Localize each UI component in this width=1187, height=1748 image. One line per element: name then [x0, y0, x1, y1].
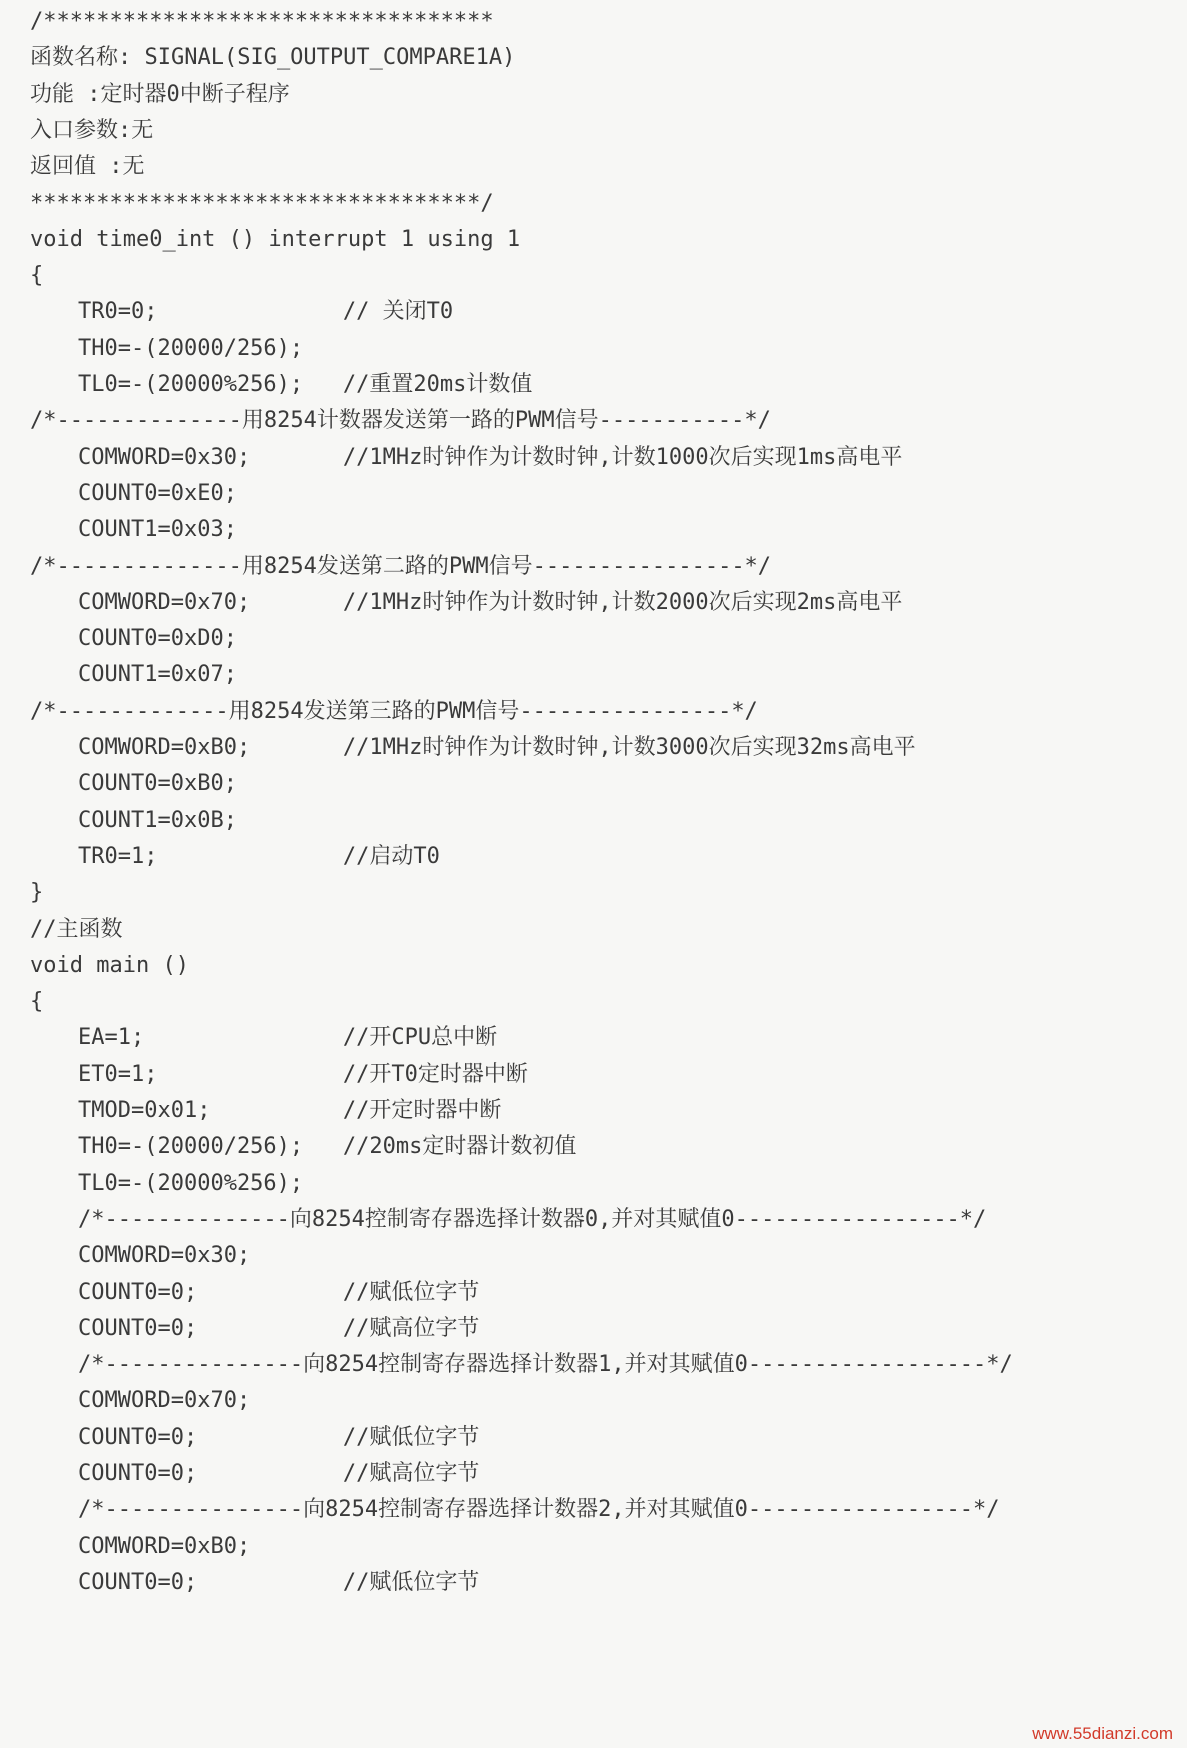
site-watermark: www.55dianzi.com — [1032, 1724, 1173, 1743]
code-line: COMWORD=0xB0; //1MHz时钟作为计数时钟,计数3000次后实现32ms高电平 — [78, 735, 916, 760]
code-line: 返回值 :无 — [30, 154, 145, 180]
code-line: COUNT1=0x03; — [78, 517, 237, 543]
code-line: ET0=1; //开T0定时器中断 — [78, 1061, 528, 1087]
code-line: COUNT0=0; //赋低位字节 — [78, 1279, 480, 1305]
code-line: COUNT0=0xB0; — [78, 771, 237, 797]
code-line: TL0=-(20000%256); — [78, 1170, 304, 1196]
code-line: COMWORD=0x70; — [78, 1388, 251, 1414]
code-line: /*--------------向8254控制寄存器选择计数器0,并对其赋值0-----------------*/ — [78, 1206, 987, 1232]
code-line: /*--------------用8254计数器发送第一路的PWM信号-----------*/ — [30, 408, 771, 434]
code-line: COUNT1=0x0B; — [78, 807, 237, 833]
code-line: COUNT0=0; //赋低位字节 — [78, 1569, 480, 1595]
code-line: TH0=-(20000/256); — [78, 335, 304, 361]
code-line: { — [30, 989, 44, 1015]
code-line: /********************************** — [30, 9, 494, 34]
code-line: EA=1; //开CPU总中断 — [78, 1025, 498, 1051]
code-line: COUNT0=0; //赋高位字节 — [78, 1315, 480, 1341]
code-line: COUNT0=0; //赋高位字节 — [78, 1461, 480, 1486]
code-line: TH0=-(20000/256); //20ms定时器计数初值 — [78, 1134, 577, 1160]
code-line: /*--------------用8254发送第二路的PWM信号----------------*/ — [30, 553, 772, 579]
code-line: COMWORD=0xB0; — [78, 1533, 251, 1559]
code-line: //主函数 — [30, 916, 123, 942]
code-line: **********************************/ — [30, 190, 494, 216]
code-line: COUNT0=0; //赋低位字节 — [78, 1424, 480, 1450]
code-line: COUNT0=0xE0; — [78, 480, 237, 506]
code-line: 函数名称: SIGNAL(SIG_OUTPUT_COMPARE1A) — [30, 45, 516, 71]
code-line: TR0=0; // 关闭T0 — [78, 299, 454, 325]
code-line: 入口参数:无 — [30, 117, 154, 143]
code-line: } — [30, 880, 44, 906]
code-line: /*---------------向8254控制寄存器选择计数器2,并对其赋值0-----------------*/ — [78, 1497, 1000, 1523]
code-line: /*-------------用8254发送第三路的PWM信号----------------*/ — [30, 698, 758, 724]
code-line: { — [30, 263, 44, 289]
code-line: 功能 :定时器0中断子程序 — [30, 81, 290, 107]
code-line: COMWORD=0x70; //1MHz时钟作为计数时钟,计数2000次后实现2ms高电平 — [78, 589, 903, 615]
code-line: COMWORD=0x30; — [78, 1243, 251, 1269]
code-line: TL0=-(20000%256); //重置20ms计数值 — [78, 372, 533, 397]
code-line: void main () — [30, 952, 189, 978]
code-line: TR0=1; //启动T0 — [78, 843, 440, 869]
code-line: TMOD=0x01; //开定时器中断 — [78, 1098, 502, 1123]
code-line: COMWORD=0x30; //1MHz时钟作为计数时钟,计数1000次后实现1ms高电平 — [78, 444, 903, 470]
code-line: COUNT1=0x07; — [78, 662, 237, 688]
code-line: COUNT0=0xD0; — [78, 626, 237, 652]
code-line: void time0_int () interrupt 1 using 1 — [30, 226, 521, 252]
code-line: /*---------------向8254控制寄存器选择计数器1,并对其赋值0------------------*/ — [78, 1352, 1013, 1378]
